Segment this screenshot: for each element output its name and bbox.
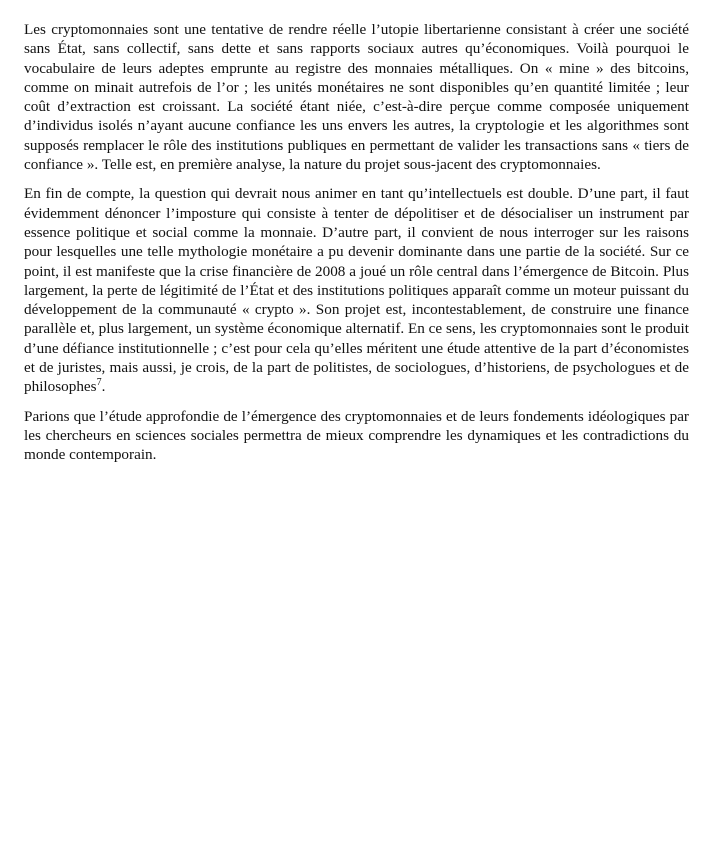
paragraph-2 <box>24 184 689 396</box>
paragraph-1 <box>24 20 689 174</box>
document-body <box>24 20 689 475</box>
paragraph-1-text: Les cryptomonnaies sont une tentative de rendre réelle l’utopie libertarienne consistant à créer une société sans État, sans collectif, sans dette et sans rapports sociaux autres qu’économiques. Voilà pourquoi le vocabulaire de leurs adeptes emprunte au registre des monnaies métalliques. On « mine » des bitcoins, comme on minait autrefois de l’or ; les unités monétaires ne sont disponibles qu’en quantité limitée ; leur coût d’extraction est croissant. La société étant niée, c’est-à-dire perçue comme composée uniquement d’individus isolés n’ayant aucune confiance les uns envers les autres, la cryptologie et les algorithmes sont supposés remplacer le rôle des institutions publiques en permettant de valider les transactions sans « tiers de confiance ». Telle est, en première analyse, la nature du projet sous-jacent des cryptomonnaies. <box>24 21 689 174</box>
paragraph-3-text: Parions que l’étude approfondie de l’émergence des cryptomonnaies et de leurs fondements idéologiques par les chercheurs en sciences sociales permettra de mieux comprendre les dynamiques et les contradictions du monde contemporain. <box>24 407 689 464</box>
paragraph-2-text: En fin de compte, la question qui devrait nous animer en tant qu’intellectuels est double. D’une part, il faut évidemment dénoncer l’imposture qui consiste à tenter de dépolitiser et de désocialiser un instrument par essence politique et social comme la monnaie. D’autre part, il convient de nous interroger sur les raisons pour lesquelles une telle mythologie monétaire a pu devenir dominante dans une partie de la société. Sur ce point, il est manifeste que la crise financière de 2008 a joué un rôle central dans l’émergence de Bitcoin. Plus largement, la perte de légitimité de l’État et des institutions politiques apparaît comme un moteur puissant du développement de la communauté « crypto ». Son projet est, incontestablement, de construire une finance parallèle et, plus largement, un système économique alternatif. En ce sens, les cryptomonnaies sont le produit d’une défiance institutionnelle ; c’est pour cela qu’elles méritent une étude attentive de la part d’économistes et de juristes, mais aussi, je crois, de la part de politistes, de sociologues, d’historiens, de psychologues et de philosophes <box>24 185 689 396</box>
paragraph-2-tail: . <box>101 378 106 396</box>
footnote-marker[interactable]: 7 <box>96 377 102 389</box>
paragraph-3 <box>24 407 689 465</box>
